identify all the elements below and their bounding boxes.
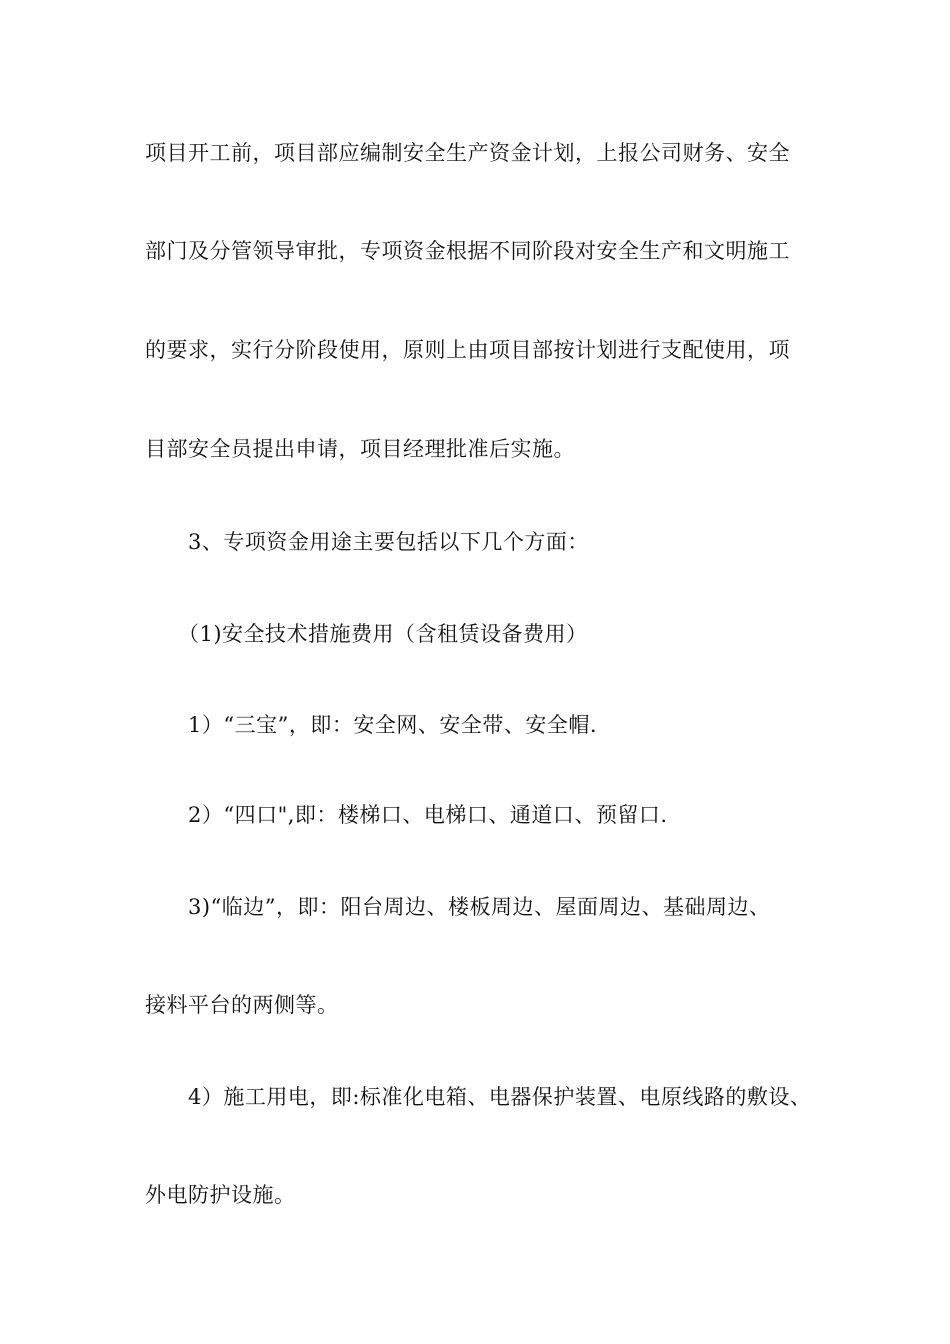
section-heading-3: 3、专项资金用途主要包括以下几个方面： bbox=[188, 530, 589, 554]
list-item-3-continued: 接料平台的两侧等。 bbox=[145, 993, 339, 1017]
paragraph-line-4: 目部安全员提出申请，项目经理批准后实施。 bbox=[145, 437, 575, 461]
paragraph-line-2: 部门及分管领导审批，专项资金根据不同阶段对安全生产和文明施工 bbox=[145, 239, 790, 263]
paragraph-line-1: 项目开工前，项目部应编制安全生产资金计划，上报公司财务、安全 bbox=[145, 141, 790, 165]
list-item-2: 2）“四口",即：楼梯口、电梯口、通道口、预留口. bbox=[188, 803, 668, 827]
paragraph-line-3: 的要求，实行分阶段使用，原则上由项目部按计划进行支配使用，项 bbox=[145, 338, 790, 362]
list-item-4: 4）施工用电，即:标准化电箱、电器保护装置、电原线路的敷设、 bbox=[188, 1085, 812, 1109]
list-item-4-continued: 外电防护设施。 bbox=[145, 1183, 296, 1207]
subsection-heading-1: （1)安全技术措施费用（含租赁设备费用） bbox=[178, 622, 588, 646]
list-item-1: 1）“三宝”，即：安全网、安全带、安全帽. bbox=[188, 713, 598, 737]
list-item-3: 3)“临边”，即：阳台周边、楼板周边、屋面周边、基础周边、 bbox=[188, 895, 771, 919]
